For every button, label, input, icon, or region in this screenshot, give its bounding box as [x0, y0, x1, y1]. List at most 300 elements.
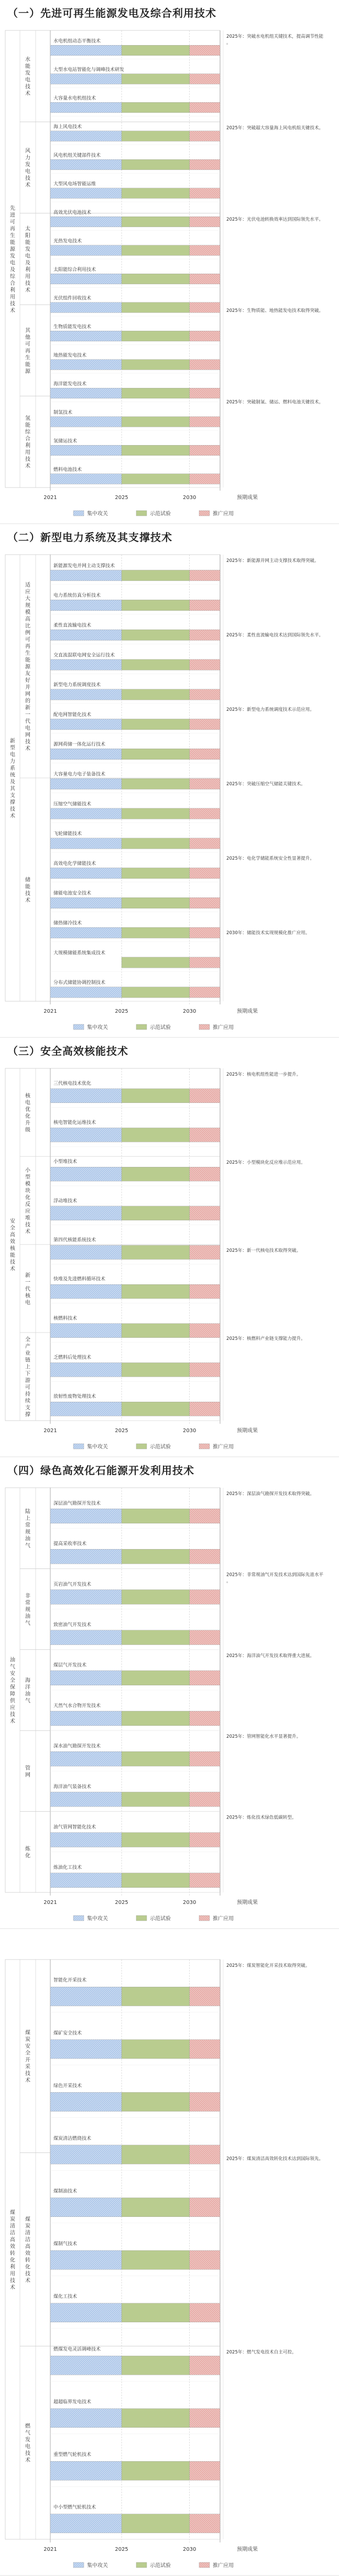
legend-label-phase1: 集中攻关 — [87, 2563, 108, 2569]
bar-phase3 — [190, 1792, 220, 1807]
row-label: 高效光伏电池技术 — [53, 210, 92, 215]
svg-text:陆上常规油气: 陆上常规油气 — [25, 1509, 30, 1549]
bar-phase2 — [122, 1284, 190, 1298]
row-label: 氢储运技术 — [53, 438, 78, 444]
bar-phase2 — [122, 245, 190, 256]
sub-label — [25, 1508, 30, 1549]
bar-phase2 — [122, 2514, 190, 2533]
bar-phase3 — [190, 245, 220, 256]
x-tick-label: 2030 — [182, 2547, 196, 2552]
expected-result-note: 2025年：炼化技术绿色低碳转型。 — [226, 1815, 297, 1821]
expected-result-note: 2025年：光伏电池转换效率达到国际领先水平。 — [226, 217, 324, 222]
svg-text:新一代核电: 新一代核电 — [25, 1272, 30, 1306]
bar-phase3 — [190, 1167, 220, 1181]
legend-swatch-phase3 — [199, 2562, 210, 2568]
bar-phase2 — [122, 274, 190, 284]
sub-label — [25, 1845, 31, 1859]
legend-swatch-phase3 — [199, 1024, 210, 1030]
bar-phase1 — [50, 1833, 122, 1847]
bar-phase3 — [190, 417, 220, 427]
bar-phase3 — [190, 1671, 220, 1685]
bar-phase2 — [122, 897, 190, 908]
bar-phase3 — [190, 749, 220, 759]
x-tick-label: 2025 — [115, 1428, 128, 1434]
sub-label — [25, 2215, 30, 2283]
bar-phase1 — [50, 1549, 122, 1564]
x-tick-label: 预期成果 — [237, 1428, 258, 1434]
row-label: 新型电力系统调度技术 — [53, 683, 101, 688]
row-label: 交直流混联电网安全运行技术 — [53, 653, 115, 658]
bar-phase2 — [122, 1246, 190, 1260]
bar-phase2 — [122, 868, 190, 879]
bar-phase1 — [50, 987, 122, 998]
bar-phase3 — [190, 2040, 220, 2059]
bar-phase1 — [50, 600, 122, 610]
row-label: 重型燃气轮机技术 — [53, 2452, 92, 2458]
bar-phase1 — [50, 445, 122, 456]
svg-text:非常规油气: 非常规油气 — [25, 1593, 30, 1627]
bar-phase2 — [122, 1509, 190, 1523]
bar-phase2 — [122, 1833, 190, 1847]
row-label: 大型水电站智能化与调峰技术研发 — [53, 67, 125, 73]
bar-phase1 — [50, 838, 122, 849]
row-label: 炼油化工技术 — [53, 1865, 82, 1871]
svg-text:储能技术: 储能技术 — [25, 877, 30, 904]
row-label: 太阳能综合利用技术 — [53, 267, 96, 273]
roadmap-panel-3 — [0, 1038, 339, 1457]
legend-swatch-phase3 — [199, 1915, 210, 1921]
x-tick-label: 预期成果 — [237, 495, 258, 501]
sub-label — [25, 1272, 31, 1306]
sub-label — [25, 1092, 31, 1133]
bar-phase2 — [122, 1751, 190, 1766]
bar-phase1 — [50, 417, 122, 427]
expected-result-note: 2025年：煤炭清洁高效转化技术达到国际领先。 — [226, 2156, 324, 2162]
bar-phase1 — [50, 2092, 122, 2111]
bar-phase1 — [50, 1167, 122, 1181]
row-label: 大容量水电机组技术 — [53, 95, 96, 101]
x-tick-label: 2021 — [43, 495, 57, 501]
svg-text:水能发电技术: 水能发电技术 — [25, 57, 30, 97]
bar-phase2 — [122, 159, 190, 170]
legend-label-phase2: 示范试验 — [150, 1025, 171, 1031]
row-label: 快堆及先进燃料循环技术 — [53, 1276, 106, 1282]
bar-phase1 — [50, 1751, 122, 1766]
bar-phase1 — [50, 570, 122, 581]
legend-swatch-phase1 — [73, 1915, 84, 1921]
bar-phase3 — [190, 1751, 220, 1766]
bar-phase1 — [50, 1630, 122, 1645]
bar-phase1 — [50, 2514, 122, 2533]
bar-phase1 — [50, 1246, 122, 1260]
bar-phase3 — [190, 1324, 220, 1338]
bar-phase2 — [122, 600, 190, 610]
expected-result-note: 2025年：突破压缩空气储能关键技术。 — [226, 782, 305, 787]
bar-phase1 — [50, 1206, 122, 1220]
row-label: 三代核电技术优化 — [53, 1081, 92, 1087]
bar-phase3 — [190, 74, 220, 84]
legend-swatch-phase1 — [73, 511, 84, 516]
legend-swatch-phase2 — [136, 511, 147, 516]
x-tick-label: 2021 — [43, 1900, 57, 1906]
row-label: 大规模储能系统集成技术 — [53, 950, 106, 956]
expected-result-note: 2025年：海洋油气开发技术取得重大进展。 — [226, 1653, 314, 1659]
sub-label — [25, 582, 31, 752]
bar-phase2 — [122, 188, 190, 199]
legend-label-phase1: 集中攻关 — [87, 1025, 108, 1031]
row-label: 煤化工技术 — [53, 2294, 78, 2300]
row-label: 煤矿安全技术 — [53, 2030, 82, 2036]
bar-phase2 — [122, 360, 190, 370]
bar-phase1 — [50, 74, 122, 84]
svg-text:管网: 管网 — [25, 1765, 30, 1778]
sub-label — [25, 2422, 31, 2463]
bar-phase3 — [190, 630, 220, 640]
svg-text:适应大规模高比例可再生能源友好并网的新一代电网技术: 适应大规模高比例可再生能源友好并网的新一代电网技术 — [25, 582, 30, 752]
row-label: 第四代核能系统技术 — [53, 1238, 96, 1243]
bar-phase2 — [122, 808, 190, 819]
row-label: 储能电池安全技术 — [53, 891, 92, 896]
bar-phase2 — [122, 749, 190, 759]
bar-phase2 — [122, 2092, 190, 2111]
row-label: 煤层气开发技术 — [53, 1663, 87, 1669]
x-tick-label: 预期成果 — [237, 2547, 258, 2552]
bar-phase3 — [190, 331, 220, 341]
bar-phase1 — [50, 2409, 122, 2428]
svg-text:油气安全保障供应技术: 油气安全保障供应技术 — [10, 1657, 15, 1725]
bar-phase1 — [50, 1363, 122, 1377]
legend-swatch-phase1 — [73, 1444, 84, 1449]
bar-phase3 — [190, 388, 220, 398]
legend-label-phase2: 示范试验 — [150, 2563, 171, 2569]
bar-phase1 — [50, 2040, 122, 2059]
bar-phase2 — [122, 987, 190, 998]
bar-phase2 — [122, 719, 190, 730]
bar-phase3 — [190, 2198, 220, 2217]
bar-phase3 — [190, 838, 220, 849]
row-label: 小型堆技术 — [53, 1159, 78, 1165]
bar-phase3 — [190, 131, 220, 142]
legend-swatch-phase2 — [136, 1444, 147, 1449]
x-tick-label: 2021 — [43, 1428, 57, 1434]
bar-phase3 — [190, 689, 220, 700]
sub-label — [25, 1676, 30, 1704]
row-label: 中小型燃气轮机技术 — [53, 2505, 96, 2510]
bar-phase3 — [190, 868, 220, 879]
bar-phase1 — [50, 245, 122, 256]
bar-phase1 — [50, 102, 122, 113]
sub-label — [25, 2029, 30, 2084]
sub-label — [25, 415, 31, 469]
bar-phase2 — [122, 1363, 190, 1377]
bar-phase1 — [50, 45, 122, 56]
bar-phase2 — [122, 102, 190, 113]
bar-phase2 — [122, 45, 190, 56]
bar-phase2 — [122, 331, 190, 341]
row-label: 煤制气技术 — [53, 2242, 78, 2247]
bar-phase3 — [190, 1630, 220, 1645]
bar-phase2 — [122, 474, 190, 484]
bar-phase2 — [122, 927, 190, 938]
panel-title: （四）绿色高效化石能源开发利用技术 — [7, 1464, 194, 1477]
bar-phase1 — [50, 2303, 122, 2322]
bar-phase2 — [122, 1987, 190, 2006]
x-tick-label: 2025 — [115, 1009, 128, 1014]
bar-phase3 — [190, 1284, 220, 1298]
panel-title: （一）先进可再生能源发电及综合利用技术 — [7, 7, 216, 19]
expected-result-note: 2025年：煤炭智能化开采技术取得突破。 — [226, 1963, 310, 1968]
legend-swatch-phase2 — [136, 2562, 147, 2568]
group-label — [10, 204, 16, 313]
bar-phase3 — [190, 102, 220, 113]
expected-result-note: 2025年：小型模块化反应堆示范应用。 — [226, 1160, 305, 1165]
bar-phase3 — [190, 274, 220, 284]
bar-phase3 — [190, 600, 220, 610]
legend-label-phase1: 集中攻关 — [87, 1916, 108, 1922]
sub-label — [25, 225, 30, 293]
svg-text:新型电力系统及其支撑技术: 新型电力系统及其支撑技术 — [10, 738, 15, 819]
legend-swatch-phase2 — [136, 1915, 147, 1921]
row-label: 核电智能化运维技术 — [53, 1120, 96, 1125]
row-label: 生物质能发电技术 — [53, 324, 92, 330]
bar-phase2 — [122, 2198, 190, 2217]
bar-phase2 — [122, 838, 190, 849]
row-label: 配电网智能化技术 — [53, 712, 92, 718]
row-label: 页岩油气开发技术 — [53, 1582, 92, 1587]
bar-phase2 — [122, 2303, 190, 2322]
bar-phase3 — [190, 217, 220, 227]
legend-label-phase2: 示范试验 — [150, 1444, 171, 1450]
sub-label — [25, 56, 30, 97]
row-label: 海上风电技术 — [53, 124, 82, 130]
x-tick-label: 2025 — [115, 2547, 128, 2552]
bar-phase2 — [122, 1671, 190, 1685]
row-label: 高效电化学储能技术 — [53, 861, 96, 867]
roadmap-panel-4 — [0, 1457, 339, 1929]
legend-swatch-phase1 — [73, 1024, 84, 1030]
row-label: 柔性直流输电技术 — [53, 623, 92, 629]
bar-phase2 — [122, 1590, 190, 1605]
bar-phase1 — [50, 360, 122, 370]
bar-phase2 — [122, 302, 190, 313]
svg-text:核电优化升级: 核电优化升级 — [25, 1093, 30, 1133]
bar-phase3 — [190, 1711, 220, 1726]
row-label: 煤炭清洁燃烧技术 — [53, 2136, 92, 2141]
bar-phase3 — [190, 659, 220, 670]
row-label: 分布式储能协调控制技术 — [53, 980, 106, 986]
bar-phase3 — [190, 445, 220, 456]
row-label: 海洋油气装备技术 — [53, 1784, 92, 1790]
legend-swatch-phase3 — [199, 511, 210, 516]
bar-phase2 — [122, 1711, 190, 1726]
bar-phase3 — [190, 957, 220, 968]
bar-phase3 — [190, 987, 220, 998]
sub-label — [25, 1166, 31, 1235]
bar-phase2 — [122, 2356, 190, 2375]
bar-phase3 — [190, 360, 220, 370]
bar-phase2 — [122, 2040, 190, 2059]
legend-label-phase1: 集中攻关 — [87, 511, 108, 517]
roadmap-panel-2 — [0, 524, 339, 1038]
x-tick-label: 2025 — [115, 495, 128, 501]
svg-text:全产业链上下游可持续支撑: 全产业链上下游可持续支撑 — [25, 1337, 30, 1418]
legend-swatch-phase1 — [73, 2562, 84, 2568]
bar-phase3 — [190, 570, 220, 581]
row-label: 浮动堆技术 — [53, 1198, 78, 1204]
bar-phase2 — [122, 957, 190, 968]
bar-phase1 — [50, 388, 122, 398]
x-tick-label: 2021 — [43, 1009, 57, 1014]
bar-phase3 — [190, 1987, 220, 2006]
bar-phase1 — [50, 2145, 122, 2164]
bar-phase1 — [50, 689, 122, 700]
legend-label-phase3: 推广应用 — [213, 511, 234, 517]
expected-result-note: 2025年：突破制氢、储运、燃料电池关键技术。 — [226, 399, 324, 405]
bar-phase3 — [190, 1590, 220, 1605]
bar-phase2 — [122, 2250, 190, 2269]
bar-phase2 — [122, 217, 190, 227]
bar-phase3 — [190, 778, 220, 789]
bar-phase3 — [190, 808, 220, 819]
bar-phase2 — [122, 445, 190, 456]
roadmap-panel-5 — [0, 1929, 339, 2576]
expected-result-note: 2025年：管网智能化水平显著提升。 — [226, 1734, 301, 1740]
expected-result-note: 2025年：电化学储能系统安全性显著提升。 — [226, 856, 314, 861]
bar-phase2 — [122, 1549, 190, 1564]
expected-result-note: 2025年：新型电力系统调度技术示范应用。 — [226, 707, 314, 712]
bar-phase1 — [50, 1792, 122, 1807]
legend-swatch-phase3 — [199, 1444, 210, 1449]
row-label: 新能源发电并网主动支撑技术 — [53, 563, 115, 569]
expected-result-note: 2025年：突破超大容量海上风电机组关键技术。 — [226, 125, 324, 131]
svg-text:风力发电技术: 风力发电技术 — [25, 148, 30, 188]
bar-phase3 — [190, 2514, 220, 2533]
bar-phase3 — [190, 1363, 220, 1377]
bar-phase2 — [122, 1089, 190, 1103]
bar-phase3 — [190, 1509, 220, 1523]
x-tick-label: 2030 — [182, 1428, 196, 1434]
x-tick-label: 2030 — [182, 1009, 196, 1014]
row-label: 油气管网智能化技术 — [53, 1825, 96, 1830]
bar-phase1 — [50, 159, 122, 170]
bar-phase1 — [50, 659, 122, 670]
bar-phase2 — [122, 1630, 190, 1645]
bar-phase1 — [50, 331, 122, 341]
bar-phase1 — [50, 630, 122, 640]
svg-text:炼化: 炼化 — [25, 1846, 30, 1859]
bar-phase3 — [190, 897, 220, 908]
bar-phase1 — [50, 749, 122, 759]
x-tick-label: 预期成果 — [237, 1900, 258, 1906]
bar-phase1 — [50, 131, 122, 142]
bar-phase1 — [50, 2250, 122, 2269]
legend-label-phase2: 示范试验 — [150, 511, 171, 517]
bar-phase3 — [190, 2145, 220, 2164]
bar-phase2 — [122, 1402, 190, 1416]
legend-swatch-phase2 — [136, 1024, 147, 1030]
bar-phase3 — [190, 159, 220, 170]
legend-label-phase1: 集中攻关 — [87, 1444, 108, 1450]
row-label: 天然气水合物开发技术 — [53, 1703, 101, 1709]
bar-phase1 — [50, 1873, 122, 1888]
svg-text:先进可再生能源发电及综合利用技术: 先进可再生能源发电及综合利用技术 — [10, 205, 15, 314]
bar-phase3 — [190, 2409, 220, 2428]
bar-phase2 — [122, 570, 190, 581]
row-label: 乏燃料后处理技术 — [53, 1355, 92, 1360]
bar-phase3 — [190, 1206, 220, 1220]
legend-label-phase2: 示范试验 — [150, 1916, 171, 1922]
row-label: 光伏组件回收技术 — [53, 296, 92, 301]
row-label: 飞轮储能技术 — [53, 831, 82, 837]
group-label — [10, 2209, 15, 2290]
row-label: 制氢技术 — [53, 410, 73, 416]
expected-result-note: 2025年：突破水电机组关键技术，提高调节性能。 — [226, 34, 324, 46]
bar-phase3 — [190, 302, 220, 313]
bar-phase1 — [50, 2356, 122, 2375]
row-label: 大容量电力电子装备技术 — [53, 772, 106, 777]
svg-text:其他可再生能源: 其他可再生能源 — [25, 328, 30, 375]
bar-phase2 — [122, 1167, 190, 1181]
bar-phase3 — [190, 1873, 220, 1888]
bar-phase2 — [122, 388, 190, 398]
bar-phase2 — [122, 1206, 190, 1220]
bar-phase1 — [50, 1089, 122, 1103]
row-label: 海洋能发电技术 — [53, 381, 87, 387]
bar-phase2 — [122, 74, 190, 84]
row-label: 大型风电场智能运维 — [53, 181, 96, 187]
bar-phase1 — [50, 1590, 122, 1605]
bar-phase2 — [122, 659, 190, 670]
svg-text:氢能综合利用技术: 氢能综合利用技术 — [25, 416, 30, 470]
bar-phase3 — [190, 2356, 220, 2375]
x-tick-label: 2030 — [182, 1900, 196, 1906]
bar-phase2 — [122, 1873, 190, 1888]
bar-phase1 — [50, 217, 122, 227]
row-label: 煤制油技术 — [53, 2189, 78, 2194]
bar-phase1 — [50, 474, 122, 484]
row-label: 储热储冷技术 — [53, 921, 82, 926]
row-label: 燃料电池技术 — [53, 467, 82, 473]
svg-text:小型模块化反应堆技术: 小型模块化反应堆技术 — [25, 1167, 30, 1235]
bar-phase3 — [190, 1549, 220, 1564]
bar-phase1 — [50, 188, 122, 199]
row-label: 光热发电技术 — [53, 239, 82, 244]
expected-result-note: 2025年：柔性直流输电技术达到国际领先水平。 — [226, 633, 324, 638]
row-label: 地热能发电技术 — [53, 353, 87, 359]
svg-text:煤炭清洁高效转化利用技术: 煤炭清洁高效转化利用技术 — [10, 2210, 15, 2291]
row-label: 水电机组动态平衡技术 — [53, 38, 101, 44]
row-label: 风电机组关键部件技术 — [53, 153, 101, 158]
legend-label-phase3: 推广应用 — [213, 1916, 234, 1922]
bar-phase3 — [190, 2250, 220, 2269]
bar-phase1 — [50, 778, 122, 789]
bar-phase1 — [50, 2461, 122, 2480]
row-label: 压缩空气储能技术 — [53, 802, 92, 807]
x-tick-label: 2030 — [182, 495, 196, 501]
bar-phase3 — [190, 2461, 220, 2480]
legend-label-phase3: 推广应用 — [213, 2563, 234, 2569]
group-label — [10, 1656, 16, 1724]
bar-phase1 — [50, 1711, 122, 1726]
row-label: 超超临界发电技术 — [53, 2399, 92, 2405]
bar-phase2 — [122, 689, 190, 700]
bar-phase3 — [190, 719, 220, 730]
row-label: 深水油气勘探开发技术 — [53, 1744, 101, 1749]
row-label: 放射性废物处理技术 — [53, 1394, 96, 1400]
bar-phase1 — [50, 927, 122, 938]
expected-result-note: 2025年：新一代核电技术取得突破。 — [226, 1248, 301, 1253]
bar-phase3 — [190, 2303, 220, 2322]
